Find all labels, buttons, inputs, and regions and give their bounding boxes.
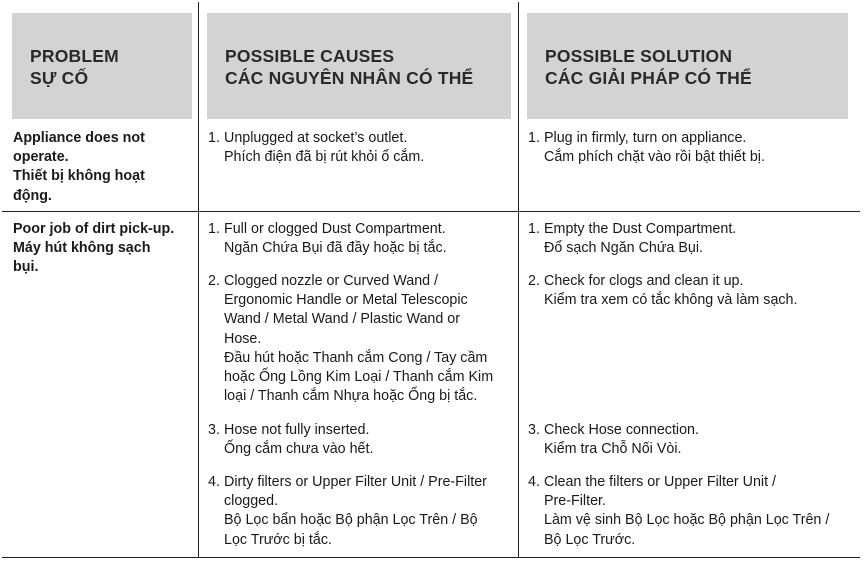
problem-line: bụi. (13, 259, 39, 276)
row2-problem (13, 220, 174, 278)
item-number: 2. (528, 273, 540, 289)
cause-line: Đầu hút hoặc Thanh cắm Cong / Tay cầm (224, 349, 488, 366)
row1-solution-1 (528, 129, 765, 167)
item-number: 1. (528, 221, 540, 237)
row2-cause-1 (208, 220, 447, 258)
cause-line: clogged. (224, 493, 279, 510)
cause-line: Ergonomic Handle or Metal Telescopic (224, 292, 468, 309)
row2-solution-4 (528, 473, 829, 550)
row2-cause-3 (208, 421, 373, 459)
header-problem (12, 13, 192, 119)
cause-line: loại / Thanh cắm Nhựa hoặc Ống bị tắc. (224, 388, 478, 405)
item-number: 3. (528, 422, 540, 438)
row-divider-1 (2, 211, 860, 212)
item-number: 1. (528, 130, 540, 146)
row2-solution-2 (528, 272, 797, 310)
item-number: 2. (208, 273, 220, 289)
cause-line: Hose. (224, 330, 262, 347)
cause-line: hoặc Ống Lồng Kim Loại / Thanh cắm Kim (224, 369, 494, 386)
header-causes-vi: CÁC NGUYÊN NHÂN CÓ THỂ (225, 68, 474, 88)
table-bottom-border (2, 557, 860, 558)
cause-line: Clogged nozzle or Curved Wand / (224, 273, 439, 289)
item-number: 4. (528, 474, 540, 490)
cause-line: Dirty filters or Upper Filter Unit / Pre-Filter (224, 474, 487, 490)
solution-line: Clean the filters or Upper Filter Unit / (544, 474, 777, 490)
row2-solution-3 (528, 421, 699, 459)
solution-line: Kiểm tra xem có tắc không và làm sạch. (544, 292, 798, 309)
header-causes-en: POSSIBLE CAUSES (225, 46, 395, 66)
solution-line: Đổ sạch Ngăn Chứa Bụi. (544, 240, 703, 257)
row2-cause-2 (208, 272, 493, 406)
solution-line: Empty the Dust Compartment. (544, 221, 737, 237)
item-number: 4. (208, 474, 220, 490)
cause-line: Phích điện đã bị rút khỏi ổ cắm. (224, 149, 425, 166)
problem-line: Máy hút không sạch (13, 240, 151, 257)
problem-line: Poor job of dirt pick-up. (13, 221, 175, 237)
cause-line: Lọc Trước bị tắc. (224, 531, 332, 548)
problem-line: Thiết bị không hoạt (13, 168, 145, 185)
header-solutions-en: POSSIBLE SOLUTION (545, 46, 733, 66)
cause-line: Ngăn Chứa Bụi đã đầy hoặc bị tắc. (224, 240, 447, 257)
row2-cause-4 (208, 473, 487, 550)
header-causes (207, 13, 511, 119)
header-problem-en: PROBLEM (30, 46, 119, 66)
cause-line: Unplugged at socket’s outlet. (224, 130, 408, 146)
row1-problem (13, 129, 145, 206)
cause-line: Full or clogged Dust Compartment. (224, 221, 446, 237)
item-number: 1. (208, 221, 220, 237)
solution-line: Plug in firmly, turn on appliance. (544, 130, 747, 146)
header-problem-vi: SỰ CỐ (30, 68, 89, 88)
header-solutions-vi: CÁC GIẢI PHÁP CÓ THỂ (545, 68, 752, 88)
cause-line: Bộ Lọc bẩn hoặc Bộ phận Lọc Trên / Bộ (224, 512, 478, 529)
item-number: 3. (208, 422, 220, 438)
problem-line: động. (13, 187, 52, 204)
solution-line: Kiểm tra Chỗ Nối Vòi. (544, 441, 682, 458)
problem-line: operate. (13, 149, 69, 166)
solution-line: Cắm phích chặt vào rồi bật thiết bị. (544, 149, 765, 166)
problem-line: Appliance does not (13, 130, 145, 146)
item-number: 1. (208, 130, 220, 146)
cause-line: Ống cắm chưa vào hết. (224, 441, 374, 458)
row1-cause-1 (208, 129, 424, 167)
troubleshooting-table (2, 2, 860, 558)
header-solutions (527, 13, 848, 119)
solution-line: Check for clogs and clean it up. (544, 273, 744, 289)
column-divider-2 (518, 2, 519, 558)
solution-line: Pre-Filter. (544, 493, 606, 510)
cause-line: Hose not fully inserted. (224, 422, 370, 438)
row2-solution-1 (528, 220, 736, 258)
column-divider-1 (198, 2, 199, 558)
solution-line: Bộ Lọc Trước. (544, 531, 636, 548)
cause-line: Wand / Metal Wand / Plastic Wand or (224, 311, 460, 328)
solution-line: Check Hose connection. (544, 422, 699, 438)
solution-line: Làm vệ sinh Bộ Lọc hoặc Bộ phận Lọc Trên / (544, 512, 830, 529)
